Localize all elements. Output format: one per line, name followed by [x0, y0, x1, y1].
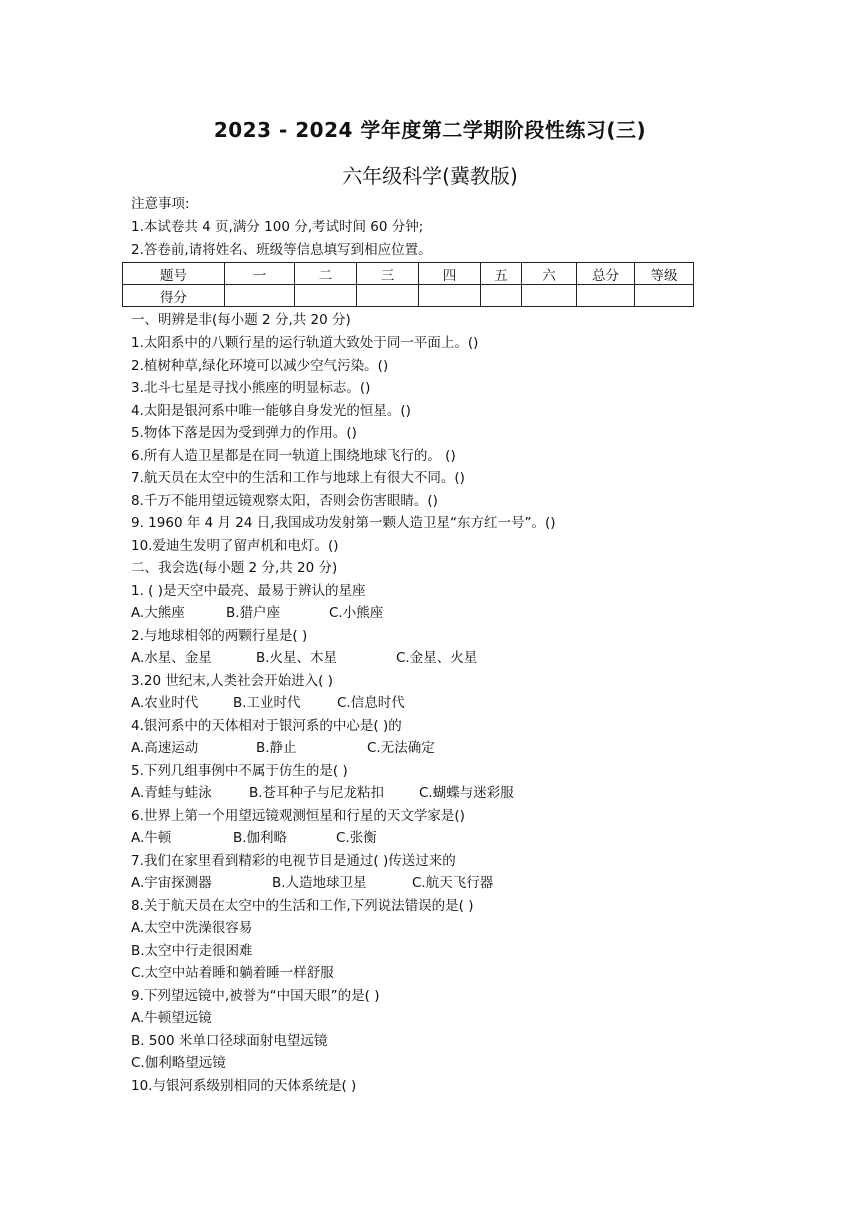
option: A.太空中洗澡很容易: [131, 920, 253, 936]
option: A.农业时代: [131, 695, 199, 711]
choice-options: [131, 782, 514, 804]
option: B.火星、木星: [256, 650, 338, 666]
option: B.太空中行走很困难: [131, 943, 253, 959]
option: B.伽利略: [233, 830, 288, 846]
choice-question-stem: 6.世界上第一个用望远镜观测恒星和行星的天文学家是(): [131, 808, 465, 824]
true-false-question: 2.植树种草,绿化环境可以减少空气污染。(): [131, 358, 389, 374]
true-false-question: 8.千万不能用望远镜观察太阳，否则会伤害眼睛。(): [131, 493, 438, 509]
notice-item: 1.本试卷共 4 页,满分 100 分,考试时间 60 分钟;: [131, 219, 424, 235]
score-cell[interactable]: [357, 285, 419, 307]
choice-question-stem: 7.我们在家里看到精彩的电视节目是通过( )传送过来的: [131, 853, 456, 869]
option: C.小熊座: [329, 605, 384, 621]
score-cell[interactable]: [225, 285, 295, 307]
option: C.蝴蝶与迷彩服: [419, 785, 514, 801]
choice-question-stem: 2.与地球相邻的两颗行星是( ): [131, 628, 308, 644]
table-header-cell: 等级: [635, 263, 694, 285]
score-cell[interactable]: [522, 285, 577, 307]
choice-question-stem: 5.下列几组事例中不属于仿生的是( ): [131, 763, 348, 779]
table-row-label: 得分: [123, 285, 225, 307]
score-cell[interactable]: [295, 285, 357, 307]
score-cell[interactable]: [635, 285, 694, 307]
table-header-cell: 二: [295, 263, 357, 285]
option: A.水星、金星: [131, 650, 212, 666]
true-false-question: 10.爱迪生发明了留声机和电灯。(): [131, 538, 339, 554]
choice-question-stem: 4.银河系中的天体相对于银河系的中心是( )的: [131, 718, 402, 734]
true-false-question: 9. 1960 年 4 月 24 日,我国成功发射第一颗人造卫星“东方红一号”。(): [131, 515, 556, 531]
choice-question-stem: 8.关于航天员在太空中的生活和工作,下列说法错误的是( ): [131, 898, 474, 914]
option: A.牛顿: [131, 830, 172, 846]
option: A.大熊座: [131, 605, 185, 621]
choice-options: [131, 827, 377, 849]
option: C.伽利略望远镜: [131, 1055, 226, 1071]
score-table-score-row: [123, 285, 694, 307]
option: B.人造地球卫星: [272, 875, 367, 891]
score-cell[interactable]: [481, 285, 522, 307]
table-header-cell: 一: [225, 263, 295, 285]
option: A.高速运动: [131, 740, 199, 756]
true-false-question: 3.北斗七星是寻找小熊座的明显标志。(): [131, 380, 371, 396]
choice-options: [131, 692, 405, 714]
section2-heading: 二、我会选(每小题 2 分,共 20 分): [131, 560, 338, 576]
choice-options: [131, 647, 477, 669]
option: A.牛顿望远镜: [131, 1010, 212, 1026]
score-table: [122, 262, 694, 307]
section1-heading: 一、明辨是非(每小题 2 分,共 20 分): [131, 312, 351, 328]
table-header-cell: 题号: [123, 263, 225, 285]
exam-title: 2023 - 2024 学年度第二学期阶段性练习(三): [213, 118, 647, 142]
notice-item: 2.答卷前,请将姓名、班级等信息填写到相应位置。: [131, 242, 432, 258]
table-header-cell: 四: [419, 263, 481, 285]
choice-options: [131, 737, 435, 759]
option: C.无法确定: [367, 740, 435, 756]
choice-question-stem: 3.20 世纪末,人类社会开始进入( ): [131, 673, 333, 689]
true-false-question: 6.所有人造卫星都是在同一轨道上围绕地球飞行的。 (): [131, 448, 456, 464]
option: B.工业时代: [233, 695, 301, 711]
option: C.太空中站着睡和躺着睡一样舒服: [131, 965, 334, 981]
option: A.宇宙探测器: [131, 875, 212, 891]
choice-options: [131, 602, 383, 624]
choice-options: [131, 872, 493, 894]
score-cell[interactable]: [577, 285, 635, 307]
choice-question-stem: 9.下列望远镜中,被誉为“中国天眼”的是( ): [131, 988, 380, 1004]
notice-heading: 注意事项:: [131, 196, 190, 212]
true-false-question: 4.太阳是银河系中唯一能够自身发光的恒星。(): [131, 403, 411, 419]
score-table-header-row: [123, 263, 694, 285]
table-header-cell: 五: [481, 263, 522, 285]
exam-subtitle: 六年级科学(冀教版): [342, 164, 518, 188]
option: B.静止: [256, 740, 297, 756]
true-false-question: 7.航天员在太空中的生活和工作与地球上有很大不同。(): [131, 470, 465, 486]
option: C.金星、火星: [396, 650, 478, 666]
table-header-cell: 六: [522, 263, 577, 285]
option: A.青蛙与蛙泳: [131, 785, 212, 801]
true-false-question: 1.太阳系中的八颗行星的运行轨道大致处于同一平面上。(): [131, 335, 479, 351]
table-header-cell: 总分: [577, 263, 635, 285]
option: B.苍耳种子与尼龙粘扣: [249, 785, 385, 801]
choice-question-stem: 10.与银河系级别相同的天体系统是( ): [131, 1078, 357, 1094]
option: B. 500 米单口径球面射电望远镜: [131, 1033, 328, 1049]
true-false-question: 5.物体下落是因为受到弹力的作用。(): [131, 425, 357, 441]
option: C.信息时代: [337, 695, 405, 711]
option: C.张衡: [336, 830, 377, 846]
choice-question-stem: 1. ( )是天空中最亮、最易于辨认的星座: [131, 583, 366, 599]
option: C.航天飞行器: [412, 875, 494, 891]
option: B.猎户座: [226, 605, 281, 621]
score-cell[interactable]: [419, 285, 481, 307]
table-header-cell: 三: [357, 263, 419, 285]
